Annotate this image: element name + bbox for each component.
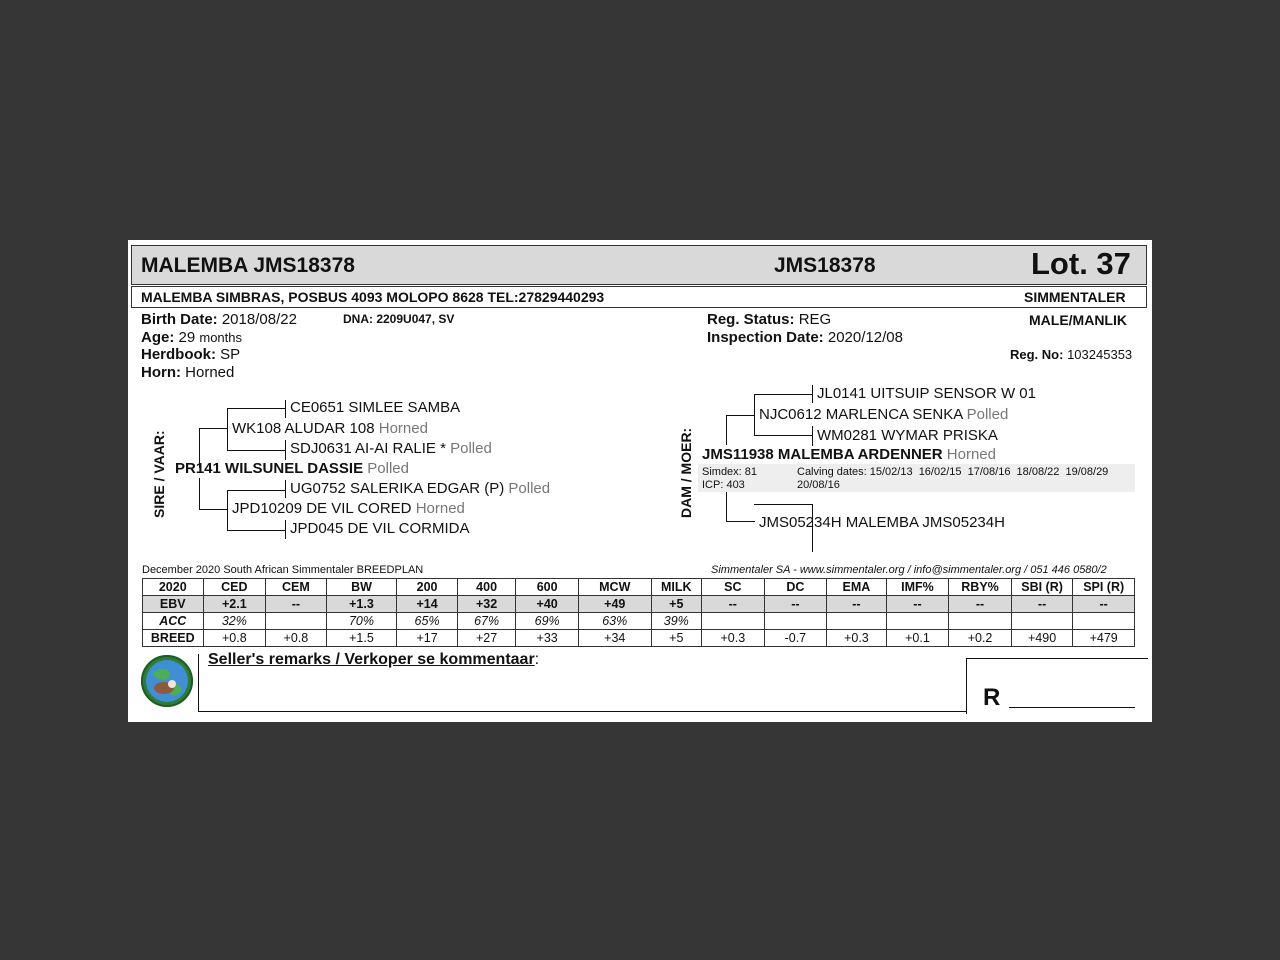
- seller-remarks-colon: :: [534, 651, 540, 668]
- dam-simdex: Simdex: 81: [702, 466, 758, 478]
- sire-dam-sire: [290, 480, 550, 497]
- ebv-cell: +0.8: [266, 630, 327, 647]
- ebv-cell: +40: [516, 596, 579, 613]
- ebv-header-row: [143, 579, 1135, 596]
- dam-sire-sire: JL0141 UITSUIP SENSOR W 01: [817, 385, 1036, 402]
- tree-line: [227, 408, 286, 409]
- tree-line: [285, 440, 286, 460]
- dam-name: JMS11938 MALEMBA ARDENNER: [702, 446, 943, 463]
- association-logo: [140, 654, 194, 708]
- birth-date: [141, 311, 297, 328]
- ebv-cell: [702, 613, 765, 630]
- ebv-cell: +33: [516, 630, 579, 647]
- dam-icp: ICP: 403: [702, 479, 745, 491]
- ebv-cell: +490: [1011, 630, 1073, 647]
- dam-calving-dates-cont: 20/08/16: [797, 479, 840, 491]
- ebv-cell: +14: [397, 596, 458, 613]
- ebv-cell: +17: [397, 630, 458, 647]
- sire-dam: [232, 500, 465, 517]
- reg-status-value: REG: [798, 311, 832, 328]
- ebv-cell: 70%: [326, 613, 397, 630]
- ebv-cell: --: [827, 596, 887, 613]
- globe-logo-icon: [140, 654, 194, 708]
- ebv-row: [143, 596, 1135, 613]
- ebv-header-cell: 200: [397, 579, 458, 596]
- ebv-cell: +0.1: [886, 630, 949, 647]
- dna-info: DNA: 2209U047, SV: [343, 312, 455, 326]
- ebv-header-cell: DC: [764, 579, 827, 596]
- tree-line: [227, 490, 228, 530]
- ebv-cell: +5: [651, 630, 701, 647]
- ebv-row-label: EBV: [143, 596, 204, 613]
- ebv-cell: +0.2: [949, 630, 1012, 647]
- dam-side-label: DAM / MOER:: [678, 427, 694, 518]
- ebv-header-cell: BW: [326, 579, 397, 596]
- ebv-header-cell: MILK: [651, 579, 701, 596]
- herdbook: [141, 346, 240, 363]
- sire: [175, 460, 409, 477]
- price-box-top: [966, 658, 1148, 659]
- ebv-cell: --: [702, 596, 765, 613]
- dam-sire-dam: WM0281 WYMAR PRISKA: [817, 427, 998, 444]
- horn-label: Horn:: [141, 364, 181, 381]
- tree-line: [726, 521, 755, 522]
- price-line[interactable]: [1009, 707, 1135, 708]
- breeder-line: MALEMBA SIMBRAS, POSBUS 4093 MOLOPO 8628 TEL:27829440293: [141, 289, 605, 305]
- ebv-cell: --: [1011, 596, 1073, 613]
- lot-card: [128, 240, 1152, 722]
- ebv-cell: +49: [578, 596, 651, 613]
- ebv-cell: [827, 613, 887, 630]
- breed-avg-row: [143, 630, 1135, 647]
- ebv-cell: +0.8: [203, 630, 266, 647]
- dam-sire: [759, 406, 1008, 423]
- herdbook-value: SP: [220, 346, 241, 363]
- reg-no-label: Reg. No:: [1010, 347, 1064, 362]
- sire-sire-name: WK108 ALUDAR 108: [232, 420, 375, 437]
- ebv-header-cell: IMF%: [886, 579, 949, 596]
- ebv-cell: 32%: [203, 613, 266, 630]
- ebv-header-cell: 2020: [143, 579, 204, 596]
- ebv-row-label: ACC: [143, 613, 204, 630]
- ebv-cell: --: [886, 596, 949, 613]
- dam-sire-horn: Polled: [966, 406, 1009, 423]
- age-label: Age:: [141, 329, 175, 346]
- ebv-cell: [949, 613, 1012, 630]
- ebv-header-cell: MCW: [578, 579, 651, 596]
- reg-no-value: 103245353: [1067, 347, 1133, 362]
- animal-id: JMS18378: [774, 254, 876, 277]
- sire-sire-dam-name: SDJ0631 AI-AI RALIE *: [290, 440, 446, 457]
- ebv-cell: --: [764, 596, 827, 613]
- sire-sire: [232, 420, 428, 437]
- ebv-cell: [764, 613, 827, 630]
- ebv-cell: 39%: [651, 613, 701, 630]
- reg-status: [707, 311, 831, 328]
- dam-calving-dates: Calving dates: 15/02/13 16/02/15 17/08/16 18/08/22 19/08/29: [797, 466, 1109, 478]
- tree-line: [227, 490, 286, 491]
- tree-line: [726, 415, 727, 445]
- sire-dam-horn: Horned: [415, 500, 465, 517]
- ebv-cell: +34: [578, 630, 651, 647]
- ebv-cell: +0.3: [702, 630, 765, 647]
- sire-sire-dam-horn: Polled: [450, 440, 492, 457]
- ebv-cell: [1073, 613, 1135, 630]
- age: [141, 329, 242, 346]
- breedplan-source: December 2020 South African Simmentaler BREEDPLAN: [142, 564, 424, 576]
- lot-number: Lot. 37: [1031, 246, 1131, 281]
- breed-name: SIMMENTALER: [1024, 289, 1126, 305]
- tree-line: [199, 478, 200, 509]
- ebv-row-label: BREED: [143, 630, 204, 647]
- dam-dam: JMS05234H MALEMBA JMS05234H: [759, 514, 1005, 531]
- ebv-cell: [1011, 613, 1073, 630]
- ebv-cell: +0.3: [827, 630, 887, 647]
- ebv-cell: +1.5: [326, 630, 397, 647]
- dam: [702, 446, 996, 463]
- price-prefix: R: [983, 684, 1001, 711]
- tree-line: [726, 490, 727, 522]
- age-value: 29: [178, 329, 196, 346]
- ebv-cell: 63%: [578, 613, 651, 630]
- tree-line: [285, 480, 286, 498]
- ebv-cell: +1.3: [326, 596, 397, 613]
- ebv-cell: +2.1: [203, 596, 266, 613]
- remarks-vline: [198, 654, 199, 712]
- tree-line: [227, 530, 285, 531]
- sire-sire-horn: Horned: [378, 420, 428, 437]
- ebv-header-cell: SBI (R): [1011, 579, 1073, 596]
- sire-side-label: SIRE / VAAR:: [151, 430, 167, 518]
- sire-sire-sire: CE0651 SIMLEE SAMBA: [290, 399, 461, 416]
- ebv-cell: +27: [457, 630, 516, 647]
- ebv-cell: 67%: [457, 613, 516, 630]
- tree-line: [199, 509, 228, 510]
- herdbook-label: Herdbook:: [141, 346, 216, 363]
- ebv-header-cell: RBY%: [949, 579, 1012, 596]
- ebv-cell: --: [949, 596, 1012, 613]
- acc-row: [143, 613, 1135, 630]
- remarks-divider: [198, 711, 966, 712]
- tree-line: [285, 520, 286, 539]
- sex: MALE/MANLIK: [1029, 312, 1127, 328]
- sire-name: PR141 WILSUNEL DASSIE: [175, 460, 364, 477]
- ebv-cell: +479: [1073, 630, 1135, 647]
- age-unit: months: [199, 330, 243, 345]
- dam-horn: Horned: [946, 446, 996, 463]
- tree-line: [199, 428, 228, 429]
- seller-remarks: [208, 651, 539, 669]
- ebv-header-cell: CED: [203, 579, 266, 596]
- sire-dam-sire-horn: Polled: [508, 480, 551, 497]
- ebv-cell: [886, 613, 949, 630]
- reg-no: [1010, 347, 1132, 362]
- ebv-cell: +5: [651, 596, 701, 613]
- tree-line: [227, 450, 285, 451]
- sire-dam-name: JPD10209 DE VIL CORED: [232, 500, 412, 517]
- ebv-cell: +32: [457, 596, 516, 613]
- ebv-cell: 69%: [516, 613, 579, 630]
- ebv-header-cell: EMA: [827, 579, 887, 596]
- tree-line: [726, 415, 755, 416]
- price-box-left: [966, 658, 967, 714]
- ebv-header-cell: SPI (R): [1073, 579, 1135, 596]
- reg-status-label: Reg. Status:: [707, 311, 795, 328]
- tree-line: [285, 400, 286, 418]
- ebv-header-cell: SC: [702, 579, 765, 596]
- tree-line: [754, 504, 813, 505]
- horn-value: Horned: [185, 364, 235, 381]
- horn: [141, 364, 234, 381]
- animal-name: MALEMBA JMS18378: [141, 254, 355, 277]
- ebv-cell: [266, 613, 327, 630]
- inspection-date: [707, 329, 903, 346]
- birth-date-value: 2018/08/22: [221, 311, 297, 328]
- sire-horn: Polled: [367, 460, 409, 477]
- breedplan-contact: Simmentaler SA - www.simmentaler.org / info@simmentaler.org / 051 446 0580/2: [711, 564, 1107, 576]
- inspection-label: Inspection Date:: [707, 329, 824, 346]
- tree-line: [754, 394, 813, 395]
- sire-dam-dam: JPD045 DE VIL CORMIDA: [290, 520, 470, 537]
- ebv-cell: --: [1073, 596, 1135, 613]
- inspection-value: 2020/12/08: [827, 329, 903, 346]
- ebv-header-cell: CEM: [266, 579, 327, 596]
- ebv-cell: 65%: [397, 613, 458, 630]
- birth-date-label: Birth Date:: [141, 311, 218, 328]
- ebv-header-cell: 600: [516, 579, 579, 596]
- seller-remarks-label: Seller's remarks / Verkoper se kommentaar: [208, 651, 535, 668]
- sire-dam-sire-name: UG0752 SALERIKA EDGAR (P): [290, 480, 505, 497]
- dam-sire-name: NJC0612 MARLENCA SENKA: [759, 406, 963, 423]
- ebv-table: [142, 578, 1135, 647]
- ebv-cell: -0.7: [764, 630, 827, 647]
- tree-line: [812, 426, 813, 446]
- ebv-header-cell: 400: [457, 579, 516, 596]
- tree-line: [812, 385, 813, 403]
- sire-sire-dam: [290, 440, 492, 457]
- tree-line: [754, 435, 812, 436]
- tree-line: [227, 408, 228, 450]
- ebv-cell: --: [266, 596, 327, 613]
